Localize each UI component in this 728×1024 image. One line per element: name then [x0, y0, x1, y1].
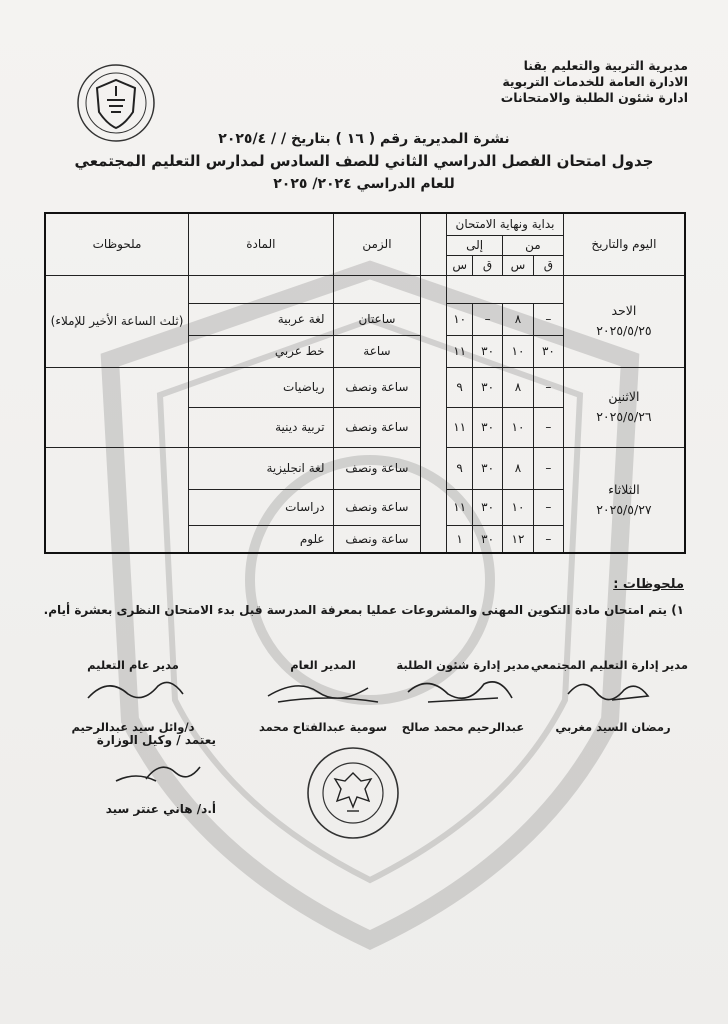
handwritten-signature	[248, 672, 398, 708]
header-notes: ملحوظات	[45, 213, 189, 275]
ministry-line: مديرية التربية والتعليم بقنا	[523, 58, 688, 73]
subject: دراسات	[189, 489, 334, 525]
to-q: ٣٠	[473, 525, 503, 553]
duration: ساعة ونصف	[333, 367, 421, 407]
duration: ساعة ونصف	[333, 407, 421, 447]
duration: ساعة ونصف	[333, 489, 421, 525]
academic-year: للعام الدراسي ٢٠٢٤/ ٢٠٢٥	[273, 176, 455, 192]
header-day-date: اليوم والتاريخ	[563, 213, 685, 275]
exam-date: ٢٠٢٥/٥/٢٦	[596, 409, 652, 424]
signature	[48, 658, 218, 734]
signature-title: مدير إدارة شئون الطلبة	[396, 658, 530, 672]
day-date-cell	[563, 367, 685, 447]
to-q: ٣٠	[473, 407, 503, 447]
header-to-s: س	[447, 255, 473, 275]
note-cell	[45, 447, 189, 553]
ministry-header	[501, 58, 688, 106]
signature-title: المدير العام	[290, 658, 356, 672]
exam-schedule-table	[44, 212, 686, 554]
header-to: إلى	[447, 235, 503, 255]
subject: رياضيات	[189, 367, 334, 407]
from-q: –	[533, 489, 563, 525]
handwritten-signature	[388, 672, 538, 708]
note-cell	[45, 367, 189, 447]
exam-date: ٢٠٢٥/٥/٢٥	[596, 323, 652, 338]
header-from: من	[503, 235, 564, 255]
from-s: ١٢	[503, 525, 534, 553]
document-titles	[40, 131, 688, 192]
to-s: ١٠	[447, 303, 473, 335]
bulletin-number: نشرة المديرية رقم ( ١٦ ) بتاريخ / / ٢٠٢٥/٤	[218, 131, 510, 147]
to-s: ١١	[447, 489, 473, 525]
signature-title: مدير عام التعليم	[87, 658, 179, 672]
official-seal-icon	[305, 745, 401, 841]
signature	[530, 658, 688, 734]
duration: ساعة	[333, 335, 421, 367]
notes-heading: ملحوظات :	[613, 577, 684, 592]
subject: تربية دينية	[189, 407, 334, 447]
from-s: ١٠	[503, 335, 534, 367]
to-s: ١١	[447, 335, 473, 367]
note-cell	[45, 275, 189, 367]
approval-title: يعتمد / وكيل الوزارة	[96, 733, 216, 747]
note-text: (ثلث الساعة الأخير للإملاء)	[50, 314, 184, 328]
subject: علوم	[189, 525, 334, 553]
signature	[248, 658, 398, 734]
from-q: –	[533, 407, 563, 447]
from-s: ٨	[503, 367, 534, 407]
exam-date: ٢٠٢٥/٥/٢٧	[596, 501, 652, 517]
header-start-end: بداية ونهاية الامتحان	[447, 213, 564, 235]
header-subject: المادة	[189, 213, 334, 275]
table-row	[45, 447, 685, 489]
day-date-cell	[563, 447, 685, 553]
to-q: ٣٠	[473, 367, 503, 407]
to-q: –	[473, 303, 503, 335]
subject: لغة عربية	[189, 303, 334, 335]
signature-title: مدير إدارة التعليم المجتمعي	[530, 658, 688, 672]
approval-block	[76, 733, 216, 816]
note-item: ١) يتم امتحان مادة التكوين المهنى والمشروعات عمليا بمعرفة المدرسة قبل بدء الامتحان النظرى بعشرة أيام.	[43, 603, 684, 617]
signature	[388, 658, 538, 734]
schedule-title: جدول امتحان الفصل الدراسي الثاني للصف السادس لمدارس التعليم المجتمعي	[74, 152, 654, 170]
header-to-q: ق	[473, 255, 503, 275]
subject: لغة انجليزية	[189, 447, 334, 489]
subject: خط عربي	[189, 335, 334, 367]
ministry-line: الادارة العامة للخدمات التربوية	[502, 74, 688, 89]
to-q: ٣٠	[473, 489, 503, 525]
to-s: ٩	[447, 447, 473, 489]
from-q: –	[533, 303, 563, 335]
duration: ساعة ونصف	[333, 447, 421, 489]
from-q: ٣٠	[533, 335, 563, 367]
from-s: ١٠	[503, 489, 534, 525]
day-name: الاحد	[611, 303, 637, 318]
ministry-line: ادارة شئون الطلبة والامتحانات	[500, 90, 688, 105]
signature-name: رمضان السيد مغربي	[555, 720, 671, 734]
signature-name: د/وائل سيد عبدالرحيم	[71, 720, 195, 734]
to-s: ١١	[447, 407, 473, 447]
handwritten-signature	[48, 672, 218, 708]
signature-name: عبدالرحيم محمد صالح	[401, 720, 525, 734]
header-duration: الزمن	[333, 213, 421, 275]
to-s: ٩	[447, 367, 473, 407]
from-s: ٨	[503, 303, 534, 335]
table-row	[45, 367, 685, 407]
header-from-s: س	[503, 255, 534, 275]
signature-name: سومية عبدالفتاح محمد	[258, 720, 388, 734]
duration: ساعة ونصف	[333, 525, 421, 553]
header-from-q: ق	[533, 255, 563, 275]
day-name: الاثنين	[608, 389, 640, 404]
handwritten-signature	[538, 672, 688, 708]
from-q: –	[533, 525, 563, 553]
from-q: –	[533, 367, 563, 407]
from-s: ٨	[503, 447, 534, 489]
day-name: الثلاثاء	[608, 481, 640, 497]
handwritten-signature	[76, 751, 216, 791]
header-gap	[421, 213, 447, 275]
from-q: –	[533, 447, 563, 489]
to-s: ١	[447, 525, 473, 553]
from-s: ١٠	[503, 407, 534, 447]
duration: ساعتان	[333, 303, 421, 335]
approval-name: أ.د/ هاني عنتر سيد	[105, 802, 216, 816]
to-q: ٣٠	[473, 447, 503, 489]
to-q: ٣٠	[473, 335, 503, 367]
table-row	[45, 275, 685, 303]
day-date-cell	[563, 275, 685, 367]
